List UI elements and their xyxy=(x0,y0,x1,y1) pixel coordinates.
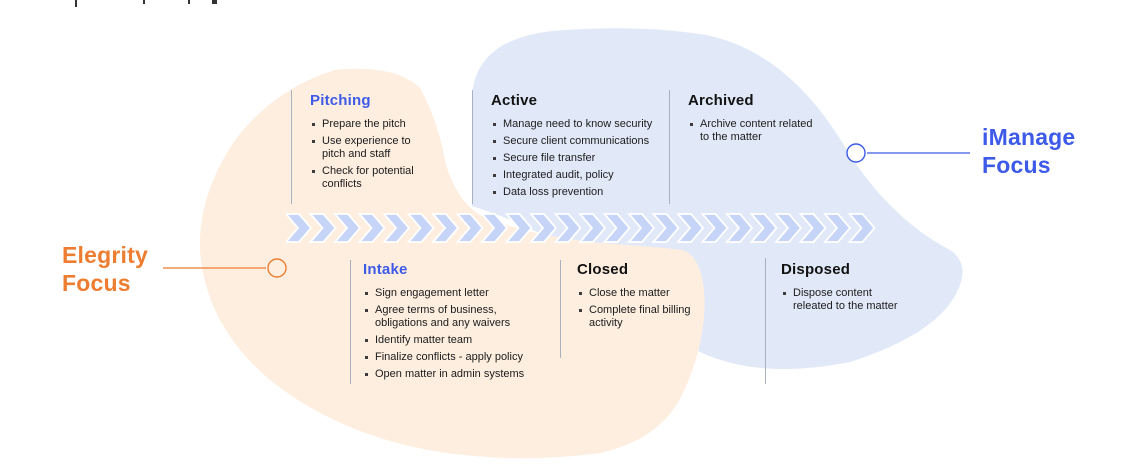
phase-bullet: Prepare the pitch xyxy=(310,118,422,131)
phase-bullet: Archive content related to the matter xyxy=(688,118,816,144)
cropped-title-descender xyxy=(212,0,217,4)
phase-bullet: Secure file transfer xyxy=(491,152,669,165)
elegrity-focus-line1: Elegrity xyxy=(62,242,148,268)
phase-bullet: Identify matter team xyxy=(363,334,533,347)
phase-bullet: Secure client communications xyxy=(491,135,669,148)
phase-bullet: Dispose content releated to the matter xyxy=(781,287,903,313)
phase-title: Intake xyxy=(363,261,408,278)
phase-bullet: Close the matter xyxy=(577,287,699,300)
cropped-title-descender xyxy=(75,0,77,7)
phase-bullet: Open matter in admin systems xyxy=(363,368,533,381)
imanage-focus-line1: iManage xyxy=(982,124,1076,150)
phase-title: Disposed xyxy=(781,261,851,278)
imanage-focus-label xyxy=(982,123,1075,179)
imanage-connector-circle xyxy=(847,144,865,162)
phase-title: Pitching xyxy=(310,92,371,109)
phase-title: Active xyxy=(491,92,538,109)
phase-bullet: Integrated audit, policy xyxy=(491,169,669,182)
phase-title: Archived xyxy=(688,92,754,109)
imanage-focus-line2: Focus xyxy=(982,152,1051,178)
elegrity-connector-circle xyxy=(268,259,286,277)
phase-bullet: Finalize conflicts - apply policy xyxy=(363,351,533,364)
phase-title: Closed xyxy=(577,261,629,278)
phase-bullet: Data loss prevention xyxy=(491,186,669,199)
phase-bullet: Check for potential conflicts xyxy=(310,165,422,191)
cropped-title-descender xyxy=(143,0,145,4)
phase-bullet: Sign engagement letter xyxy=(363,287,533,300)
phase-bullet: Agree terms of business, obligations and any waivers xyxy=(363,304,533,330)
phase-bullet: Use experience to pitch and staff xyxy=(310,135,422,161)
elegrity-focus-line2: Focus xyxy=(62,270,131,296)
phase-bullet: Complete final billing activity xyxy=(577,304,699,330)
cropped-title-descender xyxy=(188,0,190,4)
phase-bullet: Manage need to know security xyxy=(491,118,669,131)
elegrity-focus-label xyxy=(62,241,148,297)
